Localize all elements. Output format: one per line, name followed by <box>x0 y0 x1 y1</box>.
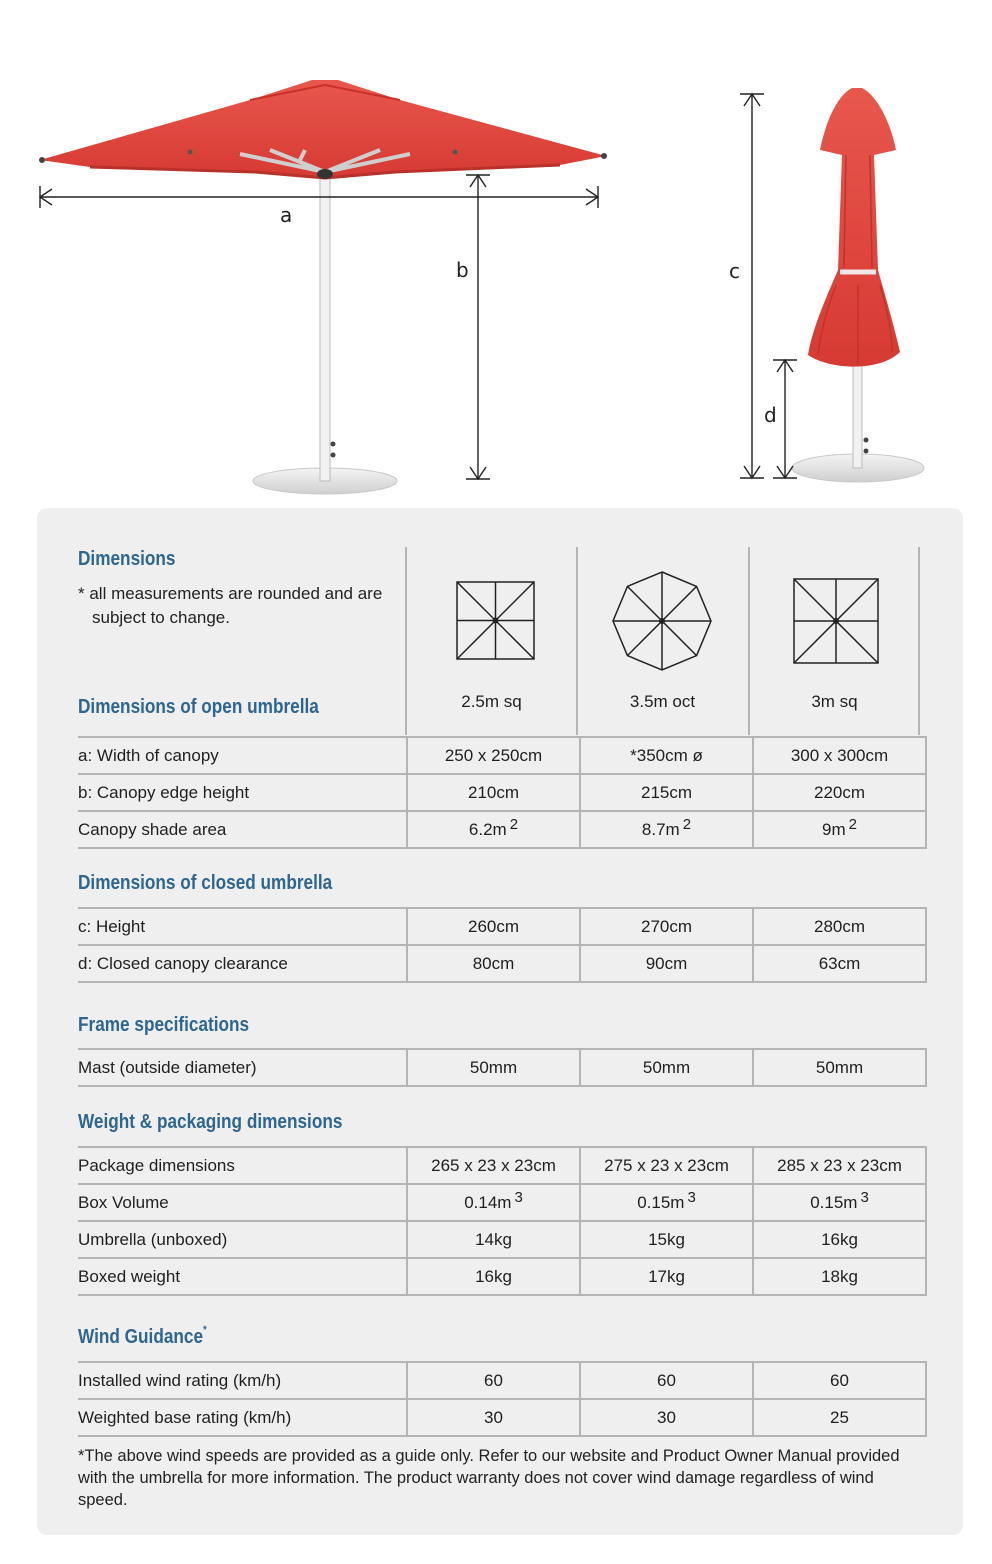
open-umbrella-table <box>78 736 927 849</box>
cell-value <box>407 1184 580 1221</box>
cell-value: *350cm ø <box>580 737 753 774</box>
unit-exponent: 2 <box>848 815 857 833</box>
cell-value <box>753 811 926 848</box>
cell-value: 15kg <box>580 1221 753 1258</box>
frame-heading: Frame specifications <box>78 1014 250 1036</box>
closed-umbrella <box>792 88 924 482</box>
umbrella-illustration <box>0 0 992 500</box>
dimension-b-line <box>466 175 490 479</box>
cell-value <box>580 1184 753 1221</box>
wind-heading-text: Wind Guidance <box>78 1326 204 1348</box>
row-label: Box Volume <box>78 1184 407 1221</box>
cell-value: 265 x 23 x 23cm <box>407 1147 580 1184</box>
cell-value: 50mm <box>753 1049 926 1086</box>
cell-value: 60 <box>580 1362 753 1399</box>
value-text: 0.15m <box>637 1192 685 1212</box>
cell-value: 90cm <box>580 945 753 982</box>
table-row <box>78 811 926 848</box>
cell-value: 16kg <box>407 1258 580 1295</box>
row-label: Weighted base rating (km/h) <box>78 1399 407 1436</box>
model-label: 3m sq <box>811 692 858 711</box>
value-text: 6.2m <box>468 819 507 839</box>
table-row <box>78 1399 926 1436</box>
cell-value: 63cm <box>753 945 926 982</box>
dimension-a-label: a <box>280 203 293 227</box>
row-label: Canopy shade area <box>78 811 407 848</box>
row-label: Mast (outside diameter) <box>78 1049 407 1086</box>
cell-value: 280cm <box>753 908 926 945</box>
weight-table <box>78 1146 927 1296</box>
cell-value <box>753 1184 926 1221</box>
cell-value: 17kg <box>580 1258 753 1295</box>
value-text: 9m <box>822 819 846 839</box>
cell-value: 270cm <box>580 908 753 945</box>
wind-footnote: *The above wind speeds are provided as a guide only. Refer to our website and Product Owner Manual provided with the umbrella for more information. The product warranty does not cover wind damage regardless of wind speed. <box>78 1447 900 1509</box>
row-label: Installed wind rating (km/h) <box>78 1362 407 1399</box>
unit-exponent: 3 <box>860 1188 869 1206</box>
dimension-d-label: d <box>764 403 777 427</box>
dimension-c-line <box>740 94 764 478</box>
dimension-b-label: b <box>456 258 469 282</box>
cell-value: 60 <box>753 1362 926 1399</box>
model-label: 3.5m oct <box>629 692 696 711</box>
cell-value: 14kg <box>407 1221 580 1258</box>
table-row <box>78 908 926 945</box>
closed-umbrella-heading: Dimensions of closed umbrella <box>78 872 333 894</box>
row-label: Package dimensions <box>78 1147 407 1184</box>
table-row <box>78 1184 926 1221</box>
cell-value: 30 <box>580 1399 753 1436</box>
unit-exponent: 3 <box>514 1188 523 1206</box>
closed-umbrella-table <box>78 907 927 983</box>
square-icon <box>793 578 879 664</box>
table-row <box>78 1049 926 1086</box>
row-label: c: Height <box>78 908 407 945</box>
unit-exponent: 3 <box>687 1188 696 1206</box>
cell-value: 215cm <box>580 774 753 811</box>
table-row <box>78 1221 926 1258</box>
wind-table <box>78 1361 927 1437</box>
cell-value: 250 x 250cm <box>407 737 580 774</box>
table-row <box>78 1258 926 1295</box>
value-text: 0.14m <box>464 1192 512 1212</box>
table-row <box>78 774 926 811</box>
dimension-a-line <box>40 186 598 208</box>
cell-value: 300 x 300cm <box>753 737 926 774</box>
cell-value: 220cm <box>753 774 926 811</box>
weight-heading: Weight & packaging dimensions <box>78 1111 343 1133</box>
frame-table <box>78 1048 927 1087</box>
open-umbrella-heading: Dimensions of open umbrella <box>78 696 319 718</box>
row-label: d: Closed canopy clearance <box>78 945 407 982</box>
square-icon <box>456 581 536 661</box>
cell-value: 275 x 23 x 23cm <box>580 1147 753 1184</box>
cell-value: 60 <box>407 1362 580 1399</box>
wind-heading <box>78 1326 207 1349</box>
row-label: Umbrella (unboxed) <box>78 1221 407 1258</box>
dimensions-heading: Dimensions <box>78 548 176 570</box>
value-text: 0.15m <box>810 1192 858 1212</box>
row-label: b: Canopy edge height <box>78 774 407 811</box>
cell-value: 18kg <box>753 1258 926 1295</box>
table-row <box>78 1362 926 1399</box>
cell-value: 210cm <box>407 774 580 811</box>
measurement-note-line2: subject to change. <box>92 608 230 627</box>
cell-value: 30 <box>407 1399 580 1436</box>
table-row <box>78 737 926 774</box>
unit-exponent: 2 <box>509 815 519 833</box>
cell-value: 50mm <box>580 1049 753 1086</box>
cell-value <box>407 811 580 848</box>
dimension-c-label: c <box>729 259 740 283</box>
open-umbrella <box>39 80 607 494</box>
table-row <box>78 1147 926 1184</box>
table-row <box>78 945 926 982</box>
cell-value: 50mm <box>407 1049 580 1086</box>
row-label: a: Width of canopy <box>78 737 407 774</box>
cell-value: 260cm <box>407 908 580 945</box>
model-label: 2.5m sq <box>461 692 522 711</box>
row-label: Boxed weight <box>78 1258 407 1295</box>
octagon-icon <box>612 571 712 671</box>
cell-value: 80cm <box>407 945 580 982</box>
cell-value <box>580 811 753 848</box>
unit-exponent: 2 <box>682 815 692 833</box>
value-text: 8.7m <box>641 819 680 839</box>
cell-value: 285 x 23 x 23cm <box>753 1147 926 1184</box>
measurement-note-line1: * all measurements are rounded and are <box>78 584 383 603</box>
footnote-mark: * <box>203 1324 207 1336</box>
cell-value: 25 <box>753 1399 926 1436</box>
cell-value: 16kg <box>753 1221 926 1258</box>
